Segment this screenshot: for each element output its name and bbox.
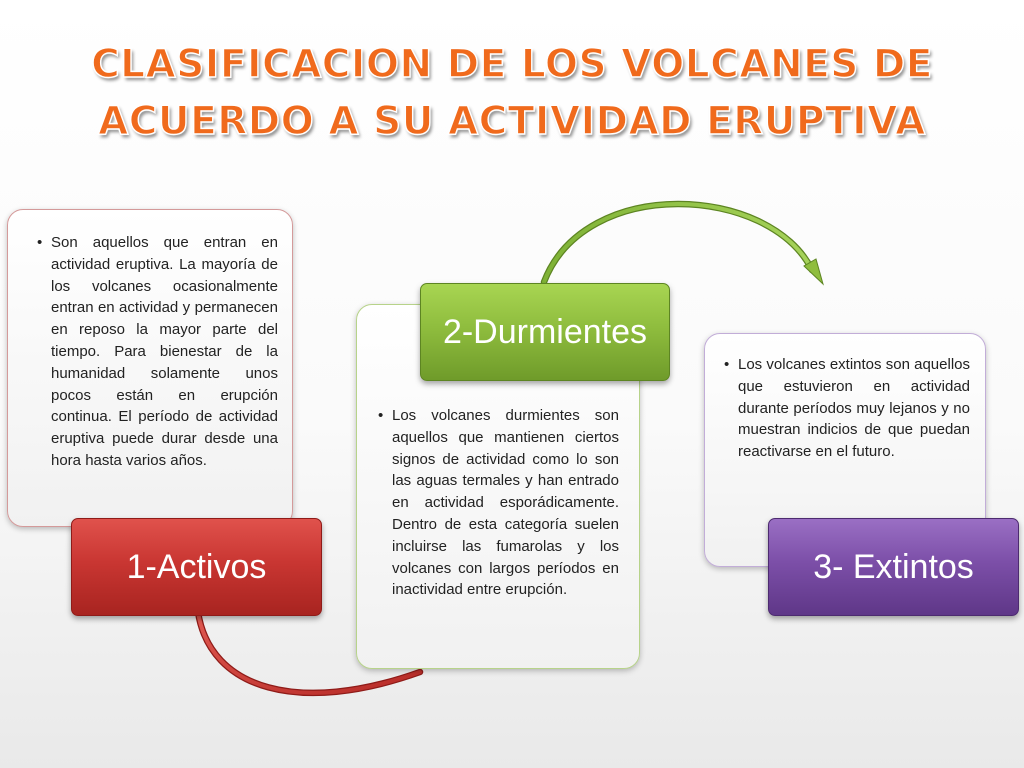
extintos-label-box: [768, 518, 1019, 616]
durmientes-label-box: [420, 283, 670, 381]
green-connector-arrow: [544, 204, 812, 282]
durmientes-label: 2-Durmientes: [442, 312, 648, 351]
activos-description-card: [7, 209, 293, 527]
activos-label: 1-Activos: [126, 547, 267, 586]
durmientes-description: • Los volcanes durmientes son aquellos que mantienen ciertos signos de actividad como lo son las aguas termales y han entrado en actividad esporádicamente. Dentro de esta categoría suelen incluirse las fumarolas y los volcanes con largos períodos en inactividad entre erupción.: [378, 405, 619, 601]
activos-description: • Son aquellos que entran en actividad eruptiva. La mayoría de los volcanes ocasionalmente entran en actividad y permanecen en reposo la mayor parte del tiempo. Para bienestar de la humanidad solamente unos pocos están en erupción continua. El período de actividad eruptiva puede durar desde una hora hasta varios años.: [37, 232, 278, 472]
activos-label-box: [71, 518, 322, 616]
title-line-1: CLASIFICACION DE LOS VOLCANES DE: [91, 42, 933, 87]
extintos-description: • Los volcanes extintos son aquellos que estuvieron en actividad durante períodos muy lejanos y no muestran indicios de que puedan reactivarse en el futuro.: [724, 354, 970, 463]
title-line-2: ACUERDO A SU ACTIVIDAD ERUPTIVA: [98, 99, 926, 144]
extintos-label: 3- Extintos: [813, 547, 974, 586]
